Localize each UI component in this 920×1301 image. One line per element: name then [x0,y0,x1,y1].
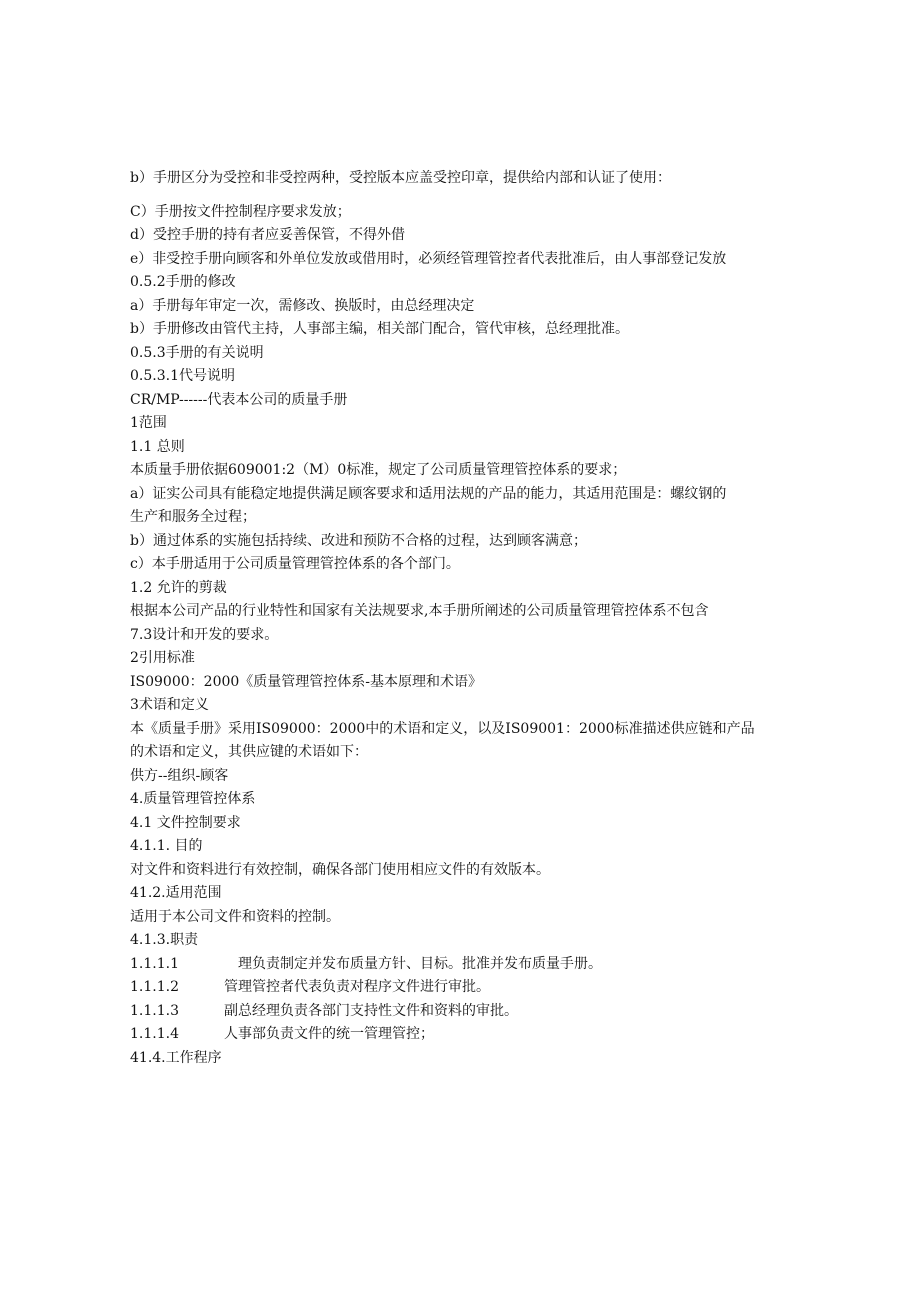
doc-line: 对文件和资料进行有效控制，确保各部门使用相应文件的有效版本。 [130,861,550,878]
doc-line: 7.3设计和开发的要求。 [130,626,279,643]
duty-item [130,1023,800,1047]
section-heading: 2引用标准 [130,650,195,666]
doc-line: 适用于本公司文件和资料的控制。 [130,908,340,925]
duty-number: 1.1.1.4 [130,1026,179,1042]
document-body [130,167,800,1070]
doc-line: C）手册按文件控制程序要求发放； [130,203,351,220]
doc-line: 供方--组织-顾客 [130,767,229,784]
duty-text: 管理管控者代表负责对程序文件进行审批。 [224,979,490,995]
section-heading: 4.质量管理管控体系 [130,791,256,807]
doc-line: b）通过体系的实施包括持续、改进和预防不合格的过程，达到顾客满意； [130,532,587,549]
section-heading: 0.5.3.1代号说明 [130,368,235,384]
duty-item [130,953,800,977]
doc-line: a）手册每年审定一次，需修改、换版时，由总经理决定 [130,297,475,314]
doc-line: 本质量手册依据609001:2（M）0标准，规定了公司质量管理管控体系的要求； [130,462,627,478]
duty-text: 人事部负责文件的统一管理管控； [224,1026,434,1042]
duty-number: 1.1.1.1 [130,955,179,972]
doc-line: e）非受控手册向顾客和外单位发放或借用时，必须经管理管控者代表批准后，由人事部登记发放 [130,250,727,267]
section-heading: 0.5.2手册的修改 [130,274,236,290]
duty-number: 1.1.1.2 [130,979,179,995]
doc-line: 的术语和定义，其供应键的术语如下： [130,744,368,760]
doc-line: 根据本公司产品的行业特性和国家有关法规要求,本手册所阐述的公司质量管理管控体系不包含 [130,603,709,619]
doc-line: b）手册区分为受控和非受控两种，受控版本应盖受控印章，提供给内部和认证了使用： [130,170,671,186]
doc-line: b）手册修改由管代主持，人事部主编，相关部门配合，管代审核，总经理批准。 [130,321,629,337]
doc-line: a）证实公司具有能稳定地提供满足顾客要求和适用法规的产品的能力，其适用范围是：螺纹钢的 [130,485,727,502]
duty-number: 1.1.1.3 [130,1002,179,1019]
doc-line: IS09000：2000《质量管理管控体系-基本原理和术语》 [130,673,483,690]
duty-item [130,976,800,1000]
section-heading: 3术语和定义 [130,697,209,713]
section-heading: 41.2.适用范围 [130,885,222,901]
section-heading: 1范围 [130,415,167,431]
duty-item [130,1000,800,1024]
doc-line: c）本手册适用于公司质量管理管控体系的各个部门。 [130,556,460,572]
section-heading: 4.1.3.职责 [130,932,199,948]
doc-line: CR/MP------代表本公司的质量手册 [130,391,348,408]
section-heading: 4.1 文件控制要求 [130,814,241,831]
section-heading: 41.4.工作程序 [130,1049,222,1066]
section-heading: 4.1.1. 目的 [130,838,203,854]
duty-text: 理负责制定并发布质量方针、目标。批准并发布质量手册。 [238,955,602,972]
section-heading: 0.5.3手册的有关说明 [130,344,264,361]
section-heading: 1.1 总则 [130,438,185,455]
doc-line: 本《质量手册》采用IS09000：2000中的术语和定义，以及IS09001：2000标准描述供应链和产品 [130,720,755,737]
section-heading: 1.2 允许的剪裁 [130,579,227,596]
doc-line: 生产和服务全过程； [130,509,256,525]
duty-text: 副总经理负责各部门支持性文件和资料的审批。 [224,1002,518,1019]
doc-line: d）受控手册的持有者应妥善保管，不得外借 [130,227,405,243]
